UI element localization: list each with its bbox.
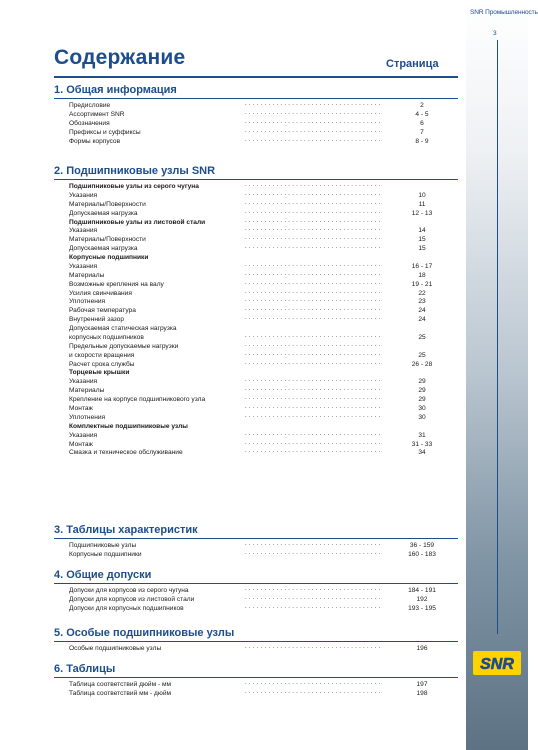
toc-entry	[0, 183, 466, 192]
toc-entry-label: Уплотнения	[69, 298, 106, 306]
toc-entry-label: Допуски для корпусов из серого чугуна	[69, 587, 189, 594]
toc-entry-label: Допускаемая нагрузка	[69, 245, 138, 253]
page-column-header: Страница	[386, 58, 439, 70]
dot-leader: . . . . . . . . . . . . . . . . . . . . . . . . . . . . . . . . . . .	[245, 586, 381, 592]
toc-entry-page: 197	[416, 681, 428, 688]
toc-entry-label: Монтаж	[69, 440, 93, 448]
toc-entry	[0, 449, 466, 458]
toc-entry-label: Указания	[69, 378, 98, 386]
toc-entry-label: Расчет срока службы	[69, 360, 135, 368]
toc-entry	[0, 352, 466, 361]
dot-leader: . . . . . . . . . . . . . . . . . . . . . . . . . . . . . . . . . . .	[245, 688, 381, 695]
toc-entry-page: 2	[420, 102, 424, 109]
section-title: 2. Подшипниковые узлы SNR	[54, 165, 216, 177]
dot-leader: . . . . . . . . . . . . . . . . . . . . . . . . . . . . . . . . . . .	[245, 136, 381, 143]
toc-entry-page: 24	[418, 307, 426, 315]
dot-leader: . . . . . . . . . . . . . . . . . . . . . . . . . . . . . . . . . . .	[245, 412, 381, 419]
toc-entry	[0, 325, 466, 334]
toc-entry-label: Допуски для корпусов из листовой стали	[69, 595, 195, 603]
toc-entry-label: Крепление на корпусе подшипникового узла	[69, 396, 206, 404]
toc-entry-label: Уплотнения	[69, 413, 106, 421]
toc-entry-label: Предельные допускаемые нагрузки	[69, 342, 179, 350]
toc-entry-page: 30	[418, 405, 426, 412]
toc-entry-label: Указания	[69, 262, 98, 270]
toc-entry-label: корпусных подшипников	[69, 333, 144, 341]
toc-entry-page: 11	[418, 200, 426, 208]
section-title: 6. Таблицы	[54, 663, 116, 675]
toc-entry-label: Таблица соответствий мм - дюйм	[69, 689, 172, 697]
dot-leader: . . . . . . . . . . . . . . . . . . . . . . . . . . . . . . . . . . .	[245, 288, 381, 295]
toc-entry-page: 192	[416, 595, 428, 603]
toc-entry-label: Подшипниковые узлы из серого чугуна	[69, 183, 199, 190]
toc-entry-label: Смазка и техническое обслуживание	[69, 449, 183, 457]
toc-entry	[0, 542, 466, 551]
toc-entry	[0, 245, 466, 254]
dot-leader: . . . . . . . . . . . . . . . . . . . . . . . . . . . . . . . . . . .	[245, 244, 381, 251]
toc-entry-label: Допуски для корпусных подшипников	[69, 604, 184, 612]
toc-entry	[0, 690, 466, 699]
dot-leader: . . . . . . . . . . . . . . . . . . . . . . . . . . . . . . . . . . .	[245, 127, 381, 134]
dot-leader: . . . . . . . . . . . . . . . . . . . . . . . . . . . . . . . . . . .	[245, 541, 381, 547]
toc-entry-page: 198	[416, 689, 428, 697]
toc-entry	[0, 307, 466, 316]
toc-entry-page: 4 - 5	[415, 110, 429, 118]
toc-entry-label: Указания	[69, 431, 98, 439]
dot-leader: . . . . . . . . . . . . . . . . . . . . . . . . . . . . . . . . . . .	[245, 190, 381, 197]
toc-entry-page: 12 - 13	[411, 209, 433, 217]
toc-entry-page: 26 - 28	[411, 360, 433, 368]
toc-entry	[0, 396, 466, 405]
toc-entry-page: 29	[418, 387, 426, 395]
toc-entry-label: Материалы	[69, 387, 105, 395]
toc-entry	[0, 378, 466, 387]
title-divider	[54, 76, 458, 78]
toc-entry-page: 8 - 9	[415, 137, 429, 145]
dot-leader: . . . . . . . . . . . . . . . . . . . . . . . . . . . . . . . . . . .	[245, 297, 381, 304]
toc-entry	[0, 343, 466, 352]
dot-leader: . . . . . . . . . . . . . . . . . . . . . . . . . . . . . . . . . . .	[245, 208, 381, 215]
toc-entry-page: 18	[418, 271, 426, 279]
toc-entry-label: Подшипниковые узлы из листовой стали	[69, 218, 206, 226]
snr-logo	[473, 651, 521, 675]
toc-entry-page: 30	[418, 413, 426, 421]
toc-entry	[0, 290, 466, 299]
dot-leader: . . . . . . . . . . . . . . . . . . . . . . . . . . . . . . . . . . .	[245, 109, 381, 116]
toc-entry-label: Материалы	[69, 271, 105, 279]
dot-leader: . . . . . . . . . . . . . . . . . . . . . . . . . . . . . . . . . . .	[245, 350, 381, 357]
toc-entry-page: 14	[418, 227, 426, 235]
toc-entry-label: Корпусные подшипники	[69, 254, 149, 262]
toc-entry-label: Допускаемая нагрузка	[69, 209, 138, 217]
toc-entry-page: 31	[418, 431, 426, 439]
dot-leader: . . . . . . . . . . . . . . . . . . . . . . . . . . . . . . . . . . .	[245, 315, 381, 322]
dot-leader: . . . . . . . . . . . . . . . . . . . . . . . . . . . . . . . . . . .	[245, 101, 381, 107]
toc-entry-page: 34	[418, 449, 426, 457]
toc-entry-label: Предисловие	[69, 102, 111, 109]
toc-entry-page: 29	[418, 396, 426, 404]
section-divider	[54, 538, 458, 539]
toc-entry-label: Рабочая температура	[69, 307, 136, 315]
toc-entry-label: Корпусные подшипники	[69, 550, 142, 558]
toc-entry	[0, 334, 466, 343]
dot-leader: . . . . . . . . . . . . . . . . . . . . . . . . . . . . . . . . . . .	[245, 430, 381, 437]
toc-entry-page: 184 - 191	[408, 587, 436, 594]
toc-entry	[0, 316, 466, 325]
section-divider	[54, 583, 458, 584]
dot-leader: . . . . . . . . . . . . . . . . . . . . . . . . . . . . . . . . . . .	[245, 448, 381, 455]
toc-entry-page: 160 - 183	[408, 550, 436, 558]
toc-entry	[0, 596, 466, 605]
dot-leader: . . . . . . . . . . . . . . . . . . . . . . . . . . . . . . . . . . .	[245, 270, 381, 277]
toc-entry	[0, 111, 466, 120]
toc-entry	[0, 587, 466, 596]
dot-leader: . . . . . . . . . . . . . . . . . . . . . . . . . . . . . . . . . . .	[245, 549, 381, 556]
toc-entry	[0, 605, 466, 614]
toc-entry	[0, 120, 466, 129]
toc-entry	[0, 281, 466, 290]
dot-leader: . . . . . . . . . . . . . . . . . . . . . . . . . . . . . . . . . . .	[245, 603, 381, 610]
toc-entry-page: 22	[418, 289, 426, 297]
toc-entry-page: 10	[418, 191, 426, 199]
toc-entry-label: Обозначения	[69, 119, 110, 127]
section-divider	[54, 677, 458, 678]
toc-entry-page: 196	[416, 645, 428, 652]
toc-entry-label: Указания	[69, 227, 98, 235]
sidebar-vertical-line	[497, 40, 498, 634]
toc-entry-page: 25	[418, 351, 426, 359]
toc-entry-label: Префиксы и суффиксы	[69, 128, 141, 136]
sidebar-page-number: 3	[493, 30, 497, 37]
toc-entry	[0, 414, 466, 423]
toc-entry-label: Указания	[69, 191, 98, 199]
toc-entry	[0, 361, 466, 370]
toc-entry-label: Допускаемая статическая нагрузка	[69, 325, 177, 333]
toc-entry-page: 19 - 21	[411, 280, 433, 288]
toc-entry	[0, 645, 466, 654]
dot-leader: . . . . . . . . . . . . . . . . . . . . . . . . . . . . . . . . . . .	[245, 594, 381, 601]
toc-entry-page: 24	[418, 316, 426, 324]
dot-leader: . . . . . . . . . . . . . . . . . . . . . . . . . . . . . . . . . . .	[245, 261, 381, 268]
section-title: 3. Таблицы характеристик	[54, 524, 198, 536]
dot-leader: . . . . . . . . . . . . . . . . . . . . . . . . . . . . . . . . . . .	[245, 386, 381, 393]
toc-entry	[0, 405, 466, 414]
toc-entry-label: Усилия свинчивания	[69, 289, 132, 297]
dot-leader: . . . . . . . . . . . . . . . . . . . . . . . . . . . . . . . . . . .	[245, 118, 381, 125]
dot-leader: . . . . . . . . . . . . . . . . . . . . . . . . . . . . . . . . . . .	[245, 359, 381, 366]
toc-entry	[0, 102, 466, 111]
toc-entry-page: 15	[418, 236, 426, 244]
section-title: 4. Общие допуски	[54, 569, 152, 581]
toc-entry-label: Особые подшипниковые узлы	[69, 645, 162, 652]
toc-entry-label: Монтаж	[69, 405, 93, 412]
toc-entry-page: 6	[420, 119, 424, 127]
toc-entry-page: 36 - 159	[409, 542, 435, 549]
toc-entry	[0, 387, 466, 396]
dot-leader: . . . . . . . . . . . . . . . . . . . . . . . . . . . . . . . . . . .	[245, 235, 381, 242]
toc-entry-label: Формы корпусов	[69, 137, 121, 145]
dot-leader: . . . . . . . . . . . . . . . . . . . . . . . . . . . . . . . . . . .	[245, 439, 381, 446]
toc-entry-label: Комплектные подшипниковые узлы	[69, 422, 188, 430]
dot-leader: . . . . . . . . . . . . . . . . . . . . . . . . . . . . . . . . . . .	[245, 395, 381, 402]
toc-entry	[0, 236, 466, 245]
toc-entry-page: 25	[418, 333, 426, 341]
toc-entry	[0, 423, 466, 432]
section-divider	[54, 179, 458, 180]
toc-entry	[0, 210, 466, 219]
svg-text:SNR: SNR	[480, 656, 514, 673]
toc-entry-label: Возможные крепления на валу	[69, 280, 164, 288]
toc-entry	[0, 219, 466, 228]
toc-entry-label: Материалы/Поверхности	[69, 200, 146, 208]
toc-entry	[0, 263, 466, 272]
toc-entry	[0, 138, 466, 147]
section-divider	[54, 98, 458, 99]
toc-entry-page: 15	[418, 245, 426, 253]
toc-entry-label: Подшипниковые узлы	[69, 542, 137, 549]
toc-entry	[0, 369, 466, 378]
dot-leader: . . . . . . . . . . . . . . . . . . . . . . . . . . . . . . . . . . .	[245, 217, 381, 224]
toc-entry-label: Ассортимент SNR	[69, 110, 125, 118]
toc-entry	[0, 254, 466, 263]
dot-leader: . . . . . . . . . . . . . . . . . . . . . . . . . . . . . . . . . . .	[245, 279, 381, 286]
dot-leader: . . . . . . . . . . . . . . . . . . . . . . . . . . . . . . . . . . .	[245, 226, 381, 233]
dot-leader: . . . . . . . . . . . . . . . . . . . . . . . . . . . . . . . . . . .	[245, 644, 381, 650]
toc-entry-page: 23	[418, 298, 426, 306]
toc-entry	[0, 272, 466, 281]
toc-entry	[0, 192, 466, 201]
toc-entry	[0, 681, 466, 690]
section-divider	[54, 641, 458, 642]
toc-entry	[0, 227, 466, 236]
toc-entry-label: и скорости вращения	[69, 351, 135, 359]
toc-entry-page: 7	[420, 128, 424, 136]
toc-entry-label: Внутренний зазор	[69, 316, 125, 324]
sidebar-title: SNR Промышленность	[470, 9, 538, 16]
dot-leader: . . . . . . . . . . . . . . . . . . . . . . . . . . . . . . . . . . .	[245, 306, 381, 313]
toc-entry-label: Таблица соответствий дюйм - мм	[69, 681, 172, 688]
toc-entry-page: 31 - 33	[411, 440, 433, 448]
toc-entry	[0, 201, 466, 210]
page-title: Содержание	[54, 46, 186, 69]
dot-leader: . . . . . . . . . . . . . . . . . . . . . . . . . . . . . . . . . . .	[245, 199, 381, 206]
toc-entry	[0, 432, 466, 441]
toc-entry	[0, 129, 466, 138]
toc-entry-page: 29	[418, 378, 426, 386]
toc-entry-label: Материалы/Поверхности	[69, 236, 146, 244]
dot-leader: . . . . . . . . . . . . . . . . . . . . . . . . . . . . . . . . . . .	[245, 182, 381, 188]
section-title: 1. Общая информация	[54, 84, 177, 96]
dot-leader: . . . . . . . . . . . . . . . . . . . . . . . . . . . . . . . . . . .	[245, 680, 381, 686]
toc-entry-page: 16 - 17	[411, 262, 433, 270]
toc-entry-label: Торцевые крышки	[69, 369, 130, 377]
toc-entry	[0, 551, 466, 560]
toc-entry-page: 193 - 195	[408, 604, 436, 612]
dot-leader: . . . . . . . . . . . . . . . . . . . . . . . . . . . . . . . . . . .	[245, 404, 381, 410]
dot-leader: . . . . . . . . . . . . . . . . . . . . . . . . . . . . . . . . . . .	[245, 377, 381, 384]
dot-leader: . . . . . . . . . . . . . . . . . . . . . . . . . . . . . . . . . . .	[245, 341, 381, 348]
section-title: 5. Особые подшипниковые узлы	[54, 627, 235, 639]
dot-leader: . . . . . . . . . . . . . . . . . . . . . . . . . . . . . . . . . . .	[245, 332, 381, 339]
